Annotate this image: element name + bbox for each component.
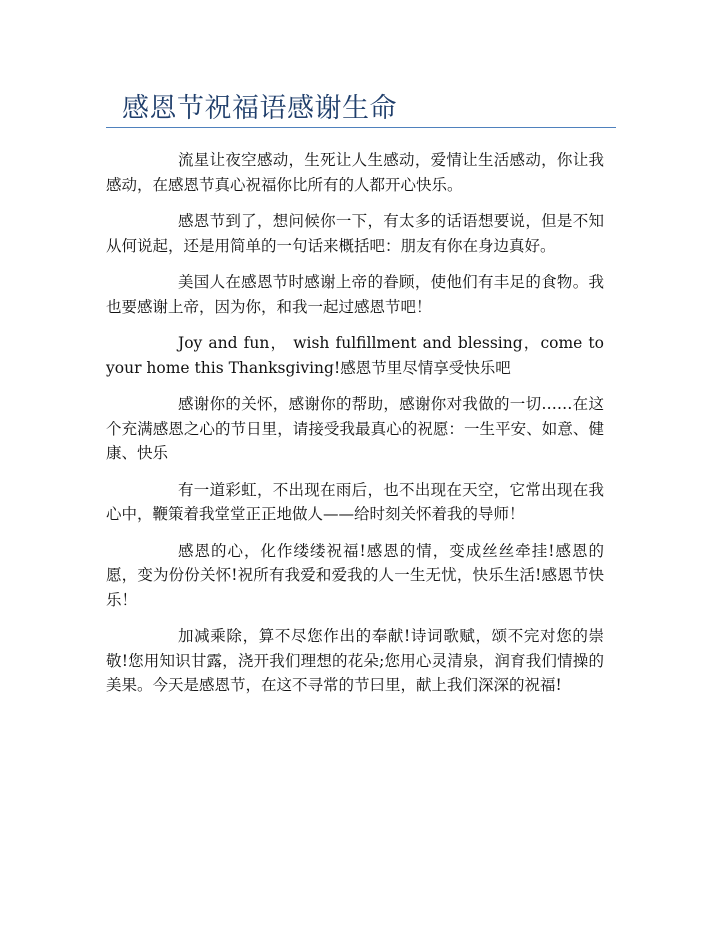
paragraph-1: 流星让夜空感动，生死让人生感动，爱情让生活感动，你让我感动，在感恩节真心祝福你比所有的人都开心快乐。 — [106, 151, 604, 194]
document-title: 感恩节祝福语感谢生命 — [122, 93, 397, 124]
paragraph-3: 美国人在感恩节时感谢上帝的眷顾，使他们有丰足的食物。我也要感谢上帝，因为你，和我一起过感恩节吧！ — [106, 273, 604, 316]
paragraph-6: 有一道彩虹，不出现在雨后，也不出现在天空，它常出现在我心中，鞭策着我堂堂正正地做人——给时刻关怀着我的导师！ — [106, 480, 604, 523]
document-body — [106, 148, 604, 710]
paragraph-7: 感恩的心，化作缕缕祝福!感恩的情，变成丝丝牵挂!感恩的愿，变为份份关怀!祝所有我爱和爱我的人一生无忧，快乐生活!感恩节快乐！ — [106, 541, 604, 609]
paragraph-5: 感谢你的关怀，感谢你的帮助，感谢你对我做的一切……在这个充满感恩之心的节日里，请接受我最真心的祝愿：一生平安、如意、健康、快乐 — [106, 395, 604, 462]
paragraph-4: Joy and fun， wish fulfillment and blessing，come to your home this Thanksgiving!感恩节里尽情享受快乐吧 — [106, 334, 604, 377]
title-underline — [106, 127, 616, 128]
paragraph-2: 感恩节到了，想问候你一下，有太多的话语想要说，但是不知从何说起，还是用简单的一句话来概括吧：朋友有你在身边真好。 — [106, 212, 604, 255]
paragraph-8: 加减乘除，算不尽您作出的奉献!诗词歌赋，颂不完对您的崇敬!您用知识甘露，浇开我们理想的花朵;您用心灵清泉，润育我们情操的美果。今天是感恩节，在这不寻常的节曰里，献上我们深深的祝福! — [106, 627, 604, 694]
